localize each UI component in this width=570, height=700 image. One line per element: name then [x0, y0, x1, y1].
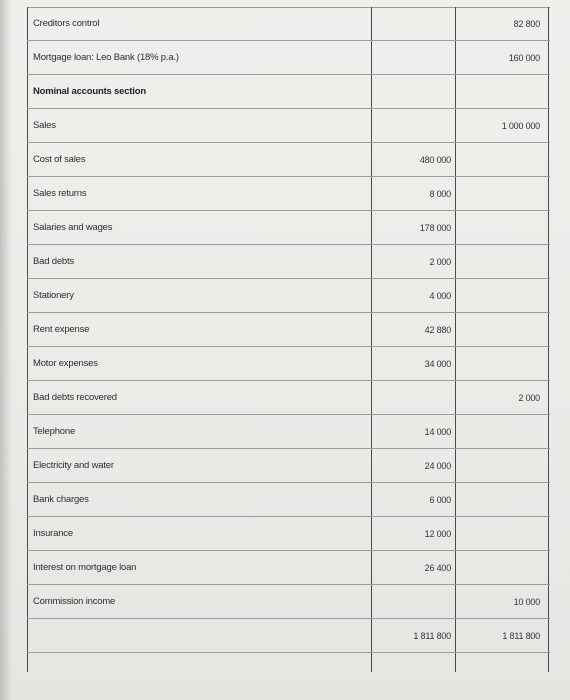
credit-amount-cell [455, 483, 540, 517]
account-name-cell: Rent expense [33, 324, 90, 335]
row-divider-line [27, 652, 550, 653]
credit-amount-cell [455, 415, 540, 449]
credit-amount-cell: 1 811 800 [502, 631, 540, 641]
table-row [27, 619, 550, 653]
table-row [27, 41, 550, 75]
debit-amount-cell: 24 000 [424, 461, 451, 471]
account-name-cell: Creditors control [33, 18, 100, 29]
credit-amount-cell: 2 000 [518, 393, 540, 403]
credit-amount-cell [455, 75, 540, 109]
table-row [27, 415, 550, 449]
credit-amount-cell [455, 211, 540, 245]
credit-amount-cell: 82 800 [513, 19, 540, 29]
debit-amount-cell: 6 000 [429, 495, 451, 505]
table-row [27, 7, 550, 41]
account-name-cell: Electricity and water [33, 460, 114, 471]
credit-amount-cell: 10 000 [513, 597, 540, 607]
account-name-cell: Nominal accounts section [33, 86, 146, 97]
debit-amount-cell: 34 000 [424, 359, 451, 369]
account-name-cell: Stationery [33, 290, 74, 301]
account-name-cell: Insurance [33, 528, 73, 539]
account-name-cell: Mortgage loan: Leo Bank (18% p.a.) [33, 52, 179, 63]
credit-amount-cell: 1 000 000 [501, 121, 540, 131]
account-name-cell: Cost of sales [33, 154, 86, 165]
table-row [27, 551, 550, 585]
credit-amount-cell [455, 177, 540, 211]
debit-amount-cell: 12 000 [424, 529, 451, 539]
debit-amount-cell [371, 381, 451, 415]
account-name-cell: Bank charges [33, 494, 89, 505]
credit-amount-cell [455, 143, 540, 177]
debit-amount-cell [371, 41, 451, 75]
account-name-cell: Sales returns [33, 188, 87, 199]
table-row [27, 75, 550, 109]
debit-amount-cell [371, 75, 451, 109]
credit-amount-cell [455, 313, 540, 347]
credit-amount-cell [455, 245, 540, 279]
credit-amount-cell [455, 449, 540, 483]
debit-amount-cell [371, 7, 451, 41]
debit-amount-cell: 42 880 [424, 325, 451, 335]
page-shadow [0, 0, 12, 700]
table-row [27, 449, 550, 483]
table-row [27, 381, 550, 415]
account-name-cell: Bad debts recovered [33, 392, 117, 403]
debit-amount-cell [371, 109, 451, 143]
debit-amount-cell: 178 000 [419, 223, 451, 233]
debit-amount-cell [371, 585, 451, 619]
table-row [27, 211, 550, 245]
account-name-cell: Sales [33, 120, 56, 131]
table-row [27, 313, 550, 347]
debit-amount-cell: 8 000 [429, 189, 451, 199]
credit-amount-cell [455, 551, 540, 585]
table-row [27, 177, 550, 211]
table-row [27, 483, 550, 517]
debit-amount-cell: 4 000 [429, 291, 451, 301]
table-row [27, 585, 550, 619]
account-name-cell: Bad debts [33, 256, 74, 267]
table-row [27, 109, 550, 143]
debit-amount-cell: 26 400 [424, 563, 451, 573]
debit-amount-cell: 1 811 800 [413, 631, 451, 641]
account-name-cell: Commission income [33, 596, 116, 607]
table-row [27, 245, 550, 279]
table-row [27, 279, 550, 313]
debit-amount-cell: 2 000 [429, 257, 451, 267]
credit-amount-cell [455, 517, 540, 551]
account-name-cell: Salaries and wages [33, 222, 113, 233]
credit-amount-cell [455, 279, 540, 313]
table-row [27, 347, 550, 381]
table-row [27, 517, 550, 551]
trial-balance-table [27, 7, 550, 672]
account-name-cell: Motor expenses [33, 358, 98, 369]
account-name-cell: Telephone [33, 426, 76, 437]
table-row [27, 143, 550, 177]
credit-amount-cell [455, 347, 540, 381]
debit-amount-cell: 480 000 [419, 155, 451, 165]
credit-amount-cell: 160 000 [508, 53, 540, 63]
debit-amount-cell: 14 000 [424, 427, 451, 437]
account-name-cell: Interest on mortgage loan [33, 562, 137, 573]
